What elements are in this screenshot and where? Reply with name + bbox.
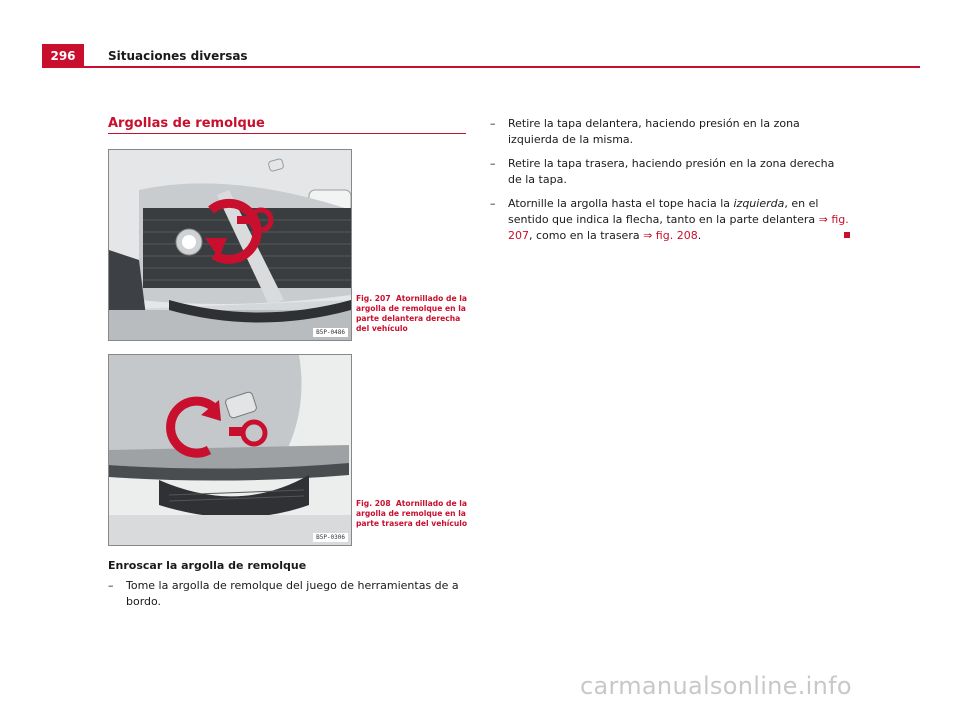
watermark: carmanualsonline.info (580, 672, 852, 700)
subheading: Enroscar la argolla de remolque (108, 559, 307, 572)
rear-bumper-illustration (109, 355, 351, 545)
bullet-text (490, 196, 850, 244)
caption-text: Atornillado de la argolla de remolque en la parte trasera del vehículo (356, 499, 468, 528)
bullet-text: Retire la tapa trasera, haciendo presión en la zona derecha de la tapa. (508, 157, 835, 186)
caption-label: Fig. 208 (356, 499, 391, 508)
emphasis-text: izquierda (733, 197, 785, 210)
list-item (490, 116, 850, 148)
section-title: Argollas de remolque (108, 116, 265, 131)
bullet-text-part: , en el sentido que indica la flecha, tanto en la parte delantera (508, 197, 819, 226)
list-item (490, 196, 850, 244)
front-bumper-illustration (109, 150, 351, 340)
figure-207-link[interactable]: ⇒ fig. 207 (508, 213, 849, 242)
chapter-title: Situaciones diversas (108, 49, 248, 63)
bullet-dash: – (490, 197, 496, 210)
list-item (108, 578, 468, 610)
figure-208-caption (356, 499, 468, 529)
bullet-dash: – (108, 579, 114, 592)
list-item (490, 156, 850, 188)
bullet-dash: – (490, 157, 496, 170)
bullet-text-part: . (697, 229, 702, 242)
figure-208-link[interactable]: ⇒ fig. 208 (643, 229, 698, 242)
header-rule (84, 66, 920, 68)
bullet-text: Retire la tapa delantera, haciendo presión en la zona izquierda de la misma. (508, 117, 800, 146)
page-number: 296 (42, 44, 84, 68)
bullet-text: Tome la argolla de remolque del juego de herramientas de a bordo. (126, 579, 459, 608)
caption-label: Fig. 207 (356, 294, 391, 303)
figure-207-caption (356, 294, 468, 334)
section-end-marker (844, 232, 850, 238)
bullet-dash: – (490, 117, 496, 130)
bullet-text-part: Atornille la argolla hasta el tope hacia la (508, 197, 734, 210)
figure-207-image (108, 149, 352, 341)
section-rule (108, 133, 466, 134)
bullet-text-part: , como en la trasera (529, 229, 644, 242)
figure-code: B5P-0306 (313, 533, 348, 542)
caption-text: Atornillado de la argolla de remolque en la parte delantera derecha del vehículo (356, 294, 467, 333)
figure-208-image (108, 354, 352, 546)
figure-code: B5P-0486 (313, 328, 348, 337)
